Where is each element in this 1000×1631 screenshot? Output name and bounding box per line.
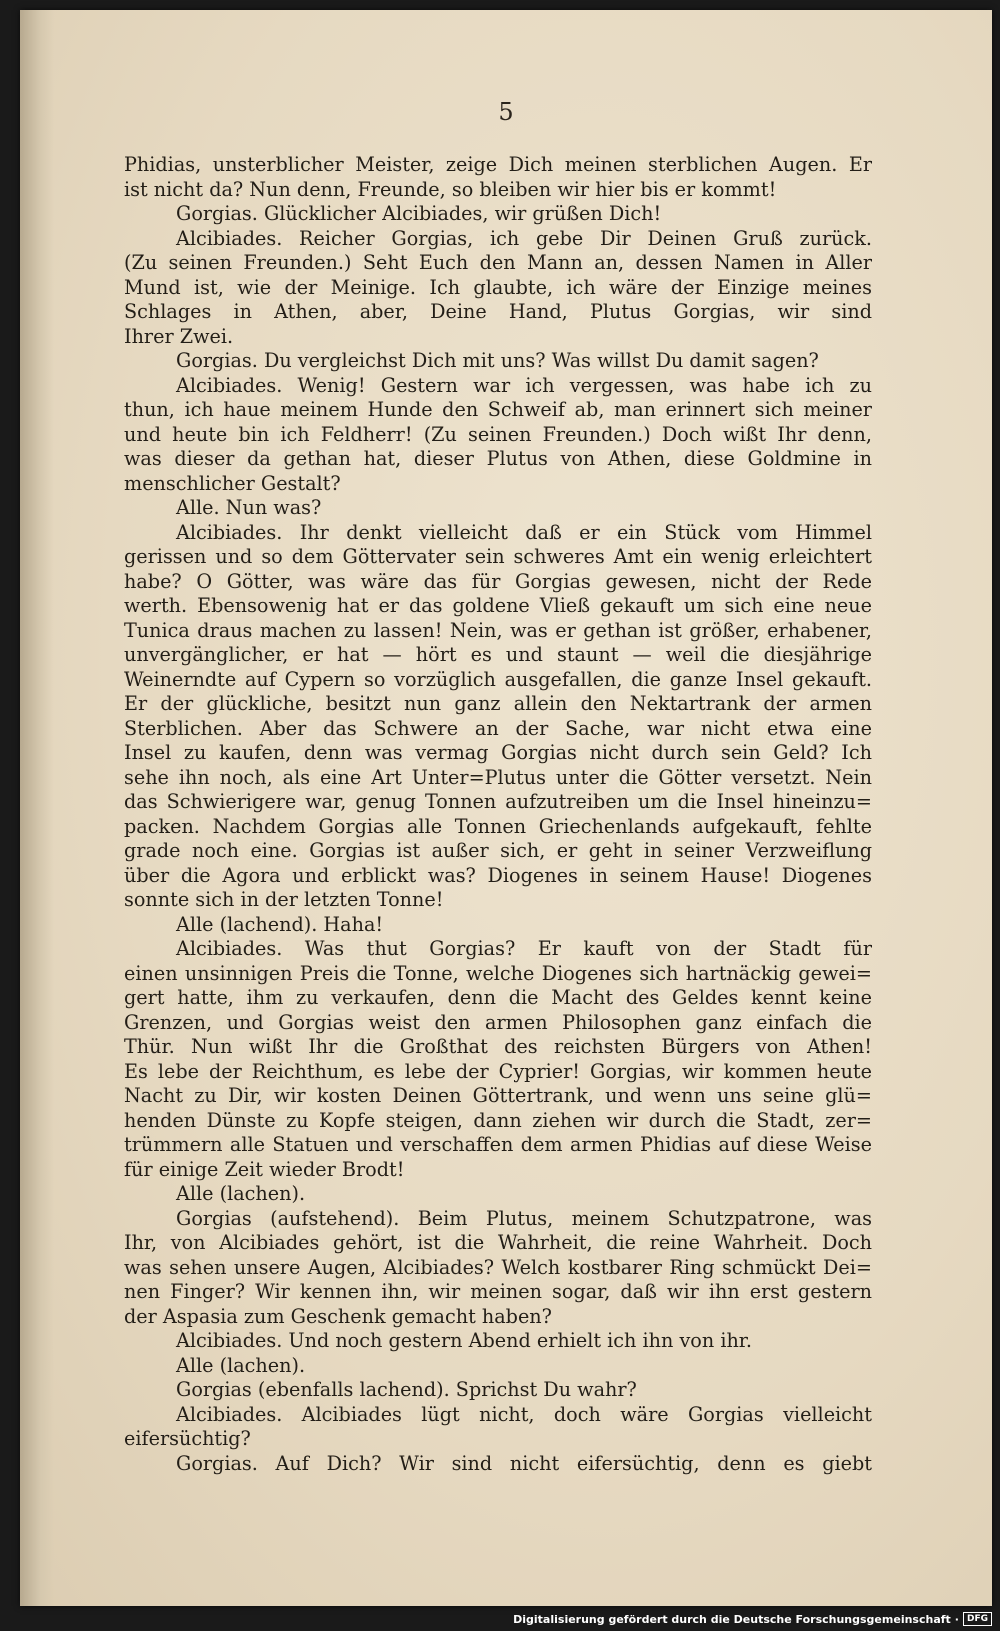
- text-line: thun, ich haue meinem Hunde den Schweif ab, man erinnert sich meiner: [124, 398, 872, 421]
- text-line: Alle (lachen).: [176, 1353, 306, 1377]
- text-line: Gorgias. Du vergleichst Dich mit uns? Was willst Du damit sagen?: [176, 349, 819, 372]
- dfg-logo: DFG: [963, 1612, 992, 1626]
- text-line: Alcibiades. Reicher Gorgias, ich gebe Dir Deinen Gruß zurück.: [176, 226, 872, 250]
- text-line: Alcibiades. Ihr denkt vielleicht daß er ein Stück vom Himmel: [176, 520, 872, 544]
- text-line: ist nicht da? Nun denn, Freunde, so bleiben wir hier bis er kommt!: [124, 177, 777, 201]
- text-line: das Schwierigere war, genug Tonnen aufzutreiben um die Insel hineinzu=: [124, 790, 872, 813]
- page-gutter-shadow: [20, 10, 54, 1606]
- text-line: Schlages in Athen, aber, Deine Hand, Plutus Gorgias, wir sind: [124, 300, 872, 323]
- text-line: Gorgias (aufstehend). Beim Plutus, meinem Schutzpatrone, was: [176, 1206, 872, 1230]
- text-line: Alcibiades. Wenig! Gestern war ich vergessen, was habe ich zu: [176, 373, 872, 397]
- text-line: was sehen unsere Augen, Alcibiades? Welch kostbarer Ring schmückt Dei=: [124, 1255, 872, 1279]
- text-line: Er der glückliche, besitzt nun ganz allein den Nektartrank der armen: [124, 692, 872, 715]
- text-line: menschlicher Gestalt?: [124, 471, 341, 495]
- text-line: grade noch eine. Gorgias ist außer sich, er geht in seiner Verzweiflung: [124, 839, 872, 862]
- text-line: über die Agora und erblickt was? Diogenes in seinem Hause! Diogenes: [124, 863, 872, 887]
- text-line: für einige Zeit wieder Brodt!: [124, 1157, 405, 1181]
- text-line: Gorgias. Glücklicher Alcibiades, wir grüßen Dich!: [176, 202, 662, 225]
- text-line: was dieser da gethan hat, dieser Plutus von Athen, diese Goldmine in: [124, 447, 872, 470]
- text-line: trümmern alle Statuen und verschaffen dem armen Phidias auf diese Weise: [124, 1133, 872, 1156]
- text-line: Es lebe der Reichthum, es lebe der Cyprier! Gorgias, wir kommen heute: [124, 1059, 872, 1083]
- footer-credit: Digitalisierung gefördert durch die Deutsche Forschungsgemeinschaft: [513, 1612, 951, 1626]
- text-line: sonnte sich in der letzten Tonne!: [124, 888, 444, 911]
- text-line: eifersüchtig?: [124, 1427, 251, 1450]
- text-line: henden Dünste zu Kopfe steigen, dann ziehen wir durch die Stadt, zer=: [124, 1108, 872, 1132]
- body-text: [124, 153, 872, 1476]
- text-line: Grenzen, und Gorgias weist den armen Philosophen ganz einfach die: [124, 1010, 872, 1034]
- text-line: Phidias, unsterblicher Meister, zeige Dich meinen sterblichen Augen. Er: [124, 153, 872, 176]
- text-line: Ihr, von Alcibiades gehört, ist die Wahrheit, die reine Wahrheit. Doch: [124, 1231, 872, 1254]
- text-line: Alcibiades. Alcibiades lügt nicht, doch wäre Gorgias vielleicht: [176, 1402, 872, 1426]
- text-line: Alcibiades. Und noch gestern Abend erhielt ich ihn von ihr.: [176, 1329, 752, 1352]
- text-line: Ihrer Zwei.: [124, 324, 234, 348]
- book-page: [20, 10, 992, 1606]
- text-line: habe? O Götter, was wäre das für Gorgias gewesen, nicht der Rede: [124, 569, 872, 593]
- text-line: Alle (lachend). Haha!: [176, 912, 384, 936]
- text-line: Alle (lachen).: [176, 1182, 306, 1205]
- text-line: nen Finger? Wir kennen ihn, wir meinen sogar, daß wir ihn erst gestern: [124, 1280, 872, 1303]
- text-line: Weinerndte auf Cypern so vorzüglich ausgefallen, die ganze Insel gekauft.: [124, 667, 872, 691]
- text-line: Tunica draus machen zu lassen! Nein, was er gethan ist größer, erhabener,: [124, 618, 872, 642]
- text-line: Insel zu kaufen, denn was vermag Gorgias nicht durch sein Geld? Ich: [124, 741, 872, 764]
- text-line: Gorgias. Auf Dich? Wir sind nicht eifersüchtig, denn es giebt: [176, 1451, 872, 1475]
- text-line: packen. Nachdem Gorgias alle Tonnen Griechenlands aufgekauft, fehlte: [124, 814, 872, 838]
- text-line: Nacht zu Dir, wir kosten Deinen Göttertrank, und wenn uns seine glü=: [124, 1084, 872, 1107]
- text-line: unvergänglicher, er hat — hört es und staunt — weil die diesjährige: [124, 643, 872, 666]
- text-line: gert hatte, ihm zu verkaufen, denn die Macht des Geldes kennt keine: [124, 986, 872, 1009]
- text-line: sehe ihn noch, als eine Art Unter=Plutus unter die Götter versetzt. Nein: [124, 765, 872, 789]
- text-line: Sterblichen. Aber das Schwere an der Sache, war nicht etwa eine: [124, 716, 872, 740]
- text-line: einen unsinnigen Preis die Tonne, welche Diogenes sich hartnäckig gewei=: [124, 961, 872, 985]
- footer-separator: ·: [954, 1612, 959, 1626]
- text-line: Mund ist, wie der Meinige. Ich glaubte, ich wäre der Einzige meines: [124, 275, 872, 299]
- text-line: Gorgias (ebenfalls lachend). Sprichst Du wahr?: [176, 1378, 637, 1401]
- text-line: der Aspasia zum Geschenk gemacht haben?: [124, 1304, 552, 1328]
- text-line: Alcibiades. Was thut Gorgias? Er kauft von der Stadt für: [176, 937, 872, 960]
- text-line: (Zu seinen Freunden.) Seht Euch den Mann an, dessen Namen in Aller: [124, 251, 872, 274]
- digitization-footer: [513, 1611, 992, 1627]
- text-line: Alle. Nun was?: [176, 496, 322, 519]
- page-number: 5: [498, 98, 514, 126]
- text-line: und heute bin ich Feldherr! (Zu seinen Freunden.) Doch wißt Ihr denn,: [124, 422, 872, 446]
- text-line: werth. Ebensowenig hat er das goldene Vließ gekauft um sich eine neue: [124, 594, 872, 617]
- text-line: gerissen und so dem Göttervater sein schweres Amt ein wenig erleichtert: [124, 545, 872, 568]
- text-line: Thür. Nun wißt Ihr die Großthat des reichsten Bürgers von Athen!: [124, 1035, 872, 1058]
